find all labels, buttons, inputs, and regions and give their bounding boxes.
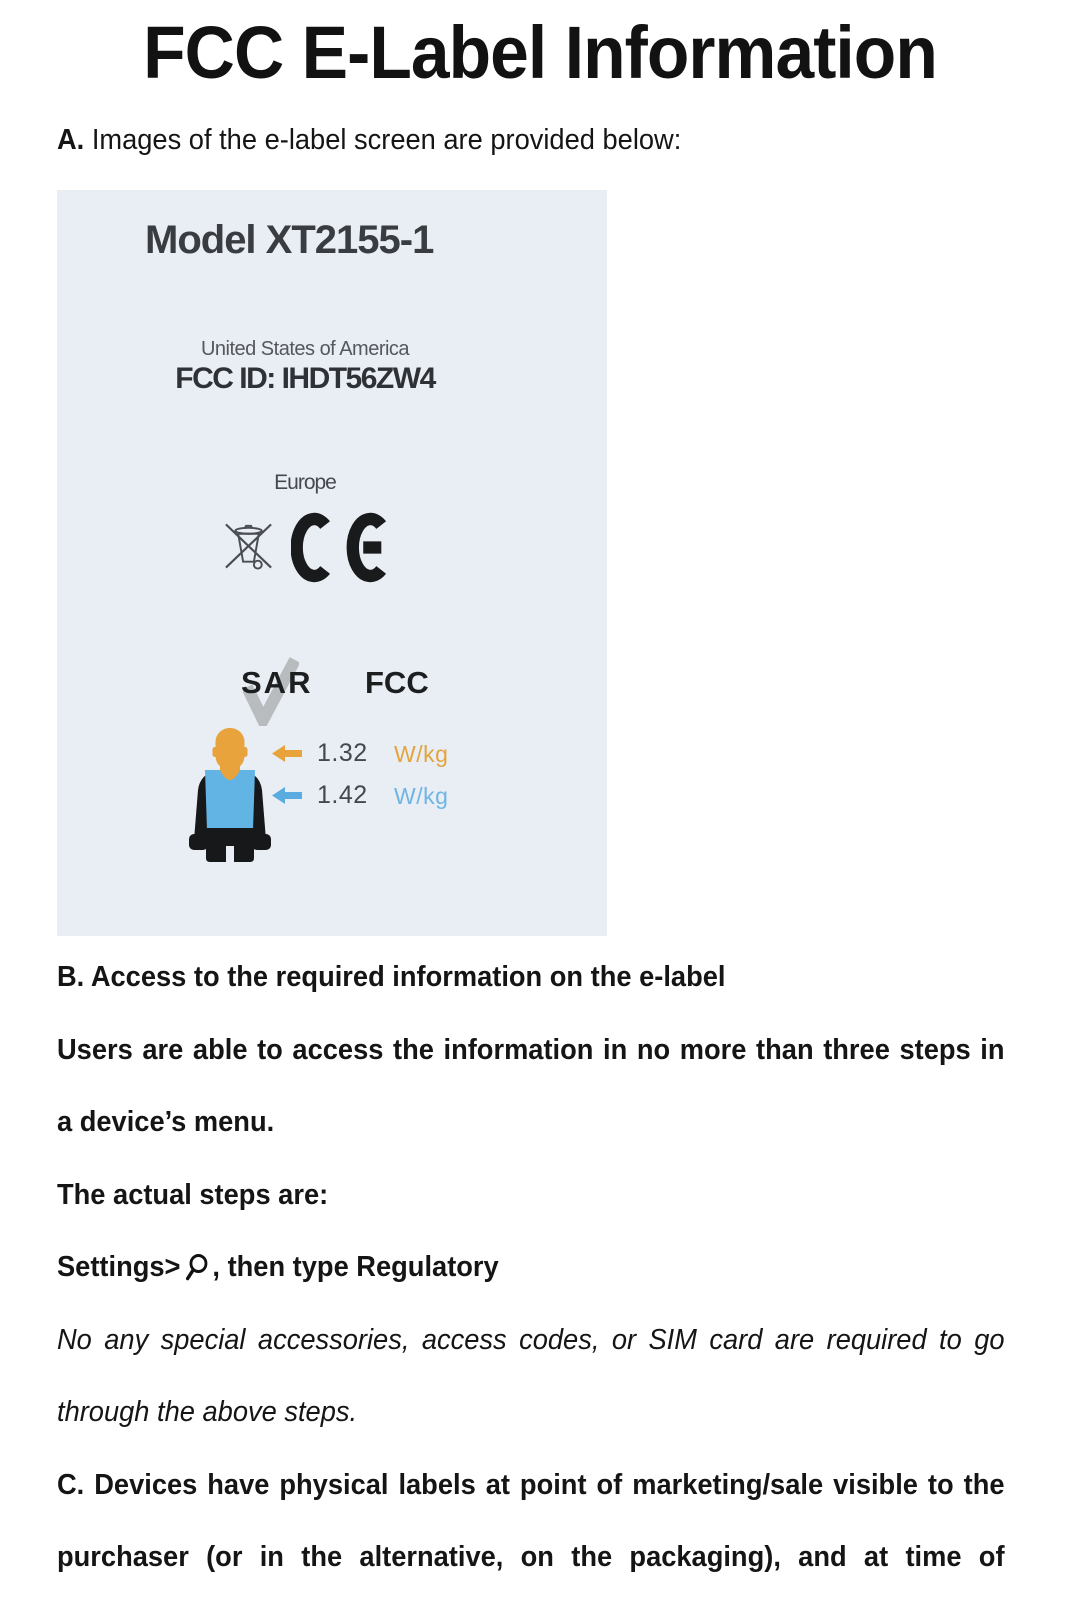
elabel-screenshot-panel xyxy=(57,190,607,936)
section-c-line1: C. Devices have physical labels at point of marketing/sale visible to the xyxy=(57,1469,1005,1501)
weee-crossed-bin-icon xyxy=(222,518,275,572)
steps-suffix: , then type Regulatory xyxy=(212,1251,499,1283)
region-eu-label: Europe xyxy=(274,471,336,494)
fcc-label: FCC xyxy=(365,665,429,700)
sar-body-unit: W/kg xyxy=(394,783,449,809)
model-label: Model XT2155-1 xyxy=(145,218,434,262)
section-b-text-line2: a device’s menu. xyxy=(57,1106,275,1138)
section-a-label: A. xyxy=(57,124,85,156)
steps-line xyxy=(57,1250,1005,1284)
note-line1: No any special accessories, access codes, or SIM card are required to go xyxy=(57,1324,1005,1356)
sar-head-arrow-icon xyxy=(272,745,302,762)
section-b-text-line1: Users are able to access the information in no more than three steps in xyxy=(57,1034,1005,1066)
section-a-text: Images of the e-label screen are provided below: xyxy=(84,124,682,156)
fcc-id-label: FCC ID: IHDT56ZW4 xyxy=(175,362,435,395)
section-b-heading: B. Access to the required information on the e-label xyxy=(57,961,726,993)
sar-head-unit: W/kg xyxy=(394,741,449,767)
note-line2: through the above steps. xyxy=(57,1396,358,1428)
person-icon xyxy=(185,728,275,863)
sar-label: SAR xyxy=(241,665,313,700)
section-a-line xyxy=(57,123,1005,157)
steps-heading: The actual steps are: xyxy=(57,1179,329,1211)
ce-mark-icon xyxy=(291,511,387,584)
sar-body-value: 1.42 xyxy=(317,781,368,809)
search-icon xyxy=(184,1253,210,1283)
sar-body-arrow-icon xyxy=(272,787,302,804)
steps-prefix: Settings> xyxy=(57,1251,181,1283)
page-title: FCC E-Label Information xyxy=(143,11,937,94)
region-us-label: United States of America xyxy=(200,338,410,360)
sar-head-value: 1.32 xyxy=(317,739,368,767)
section-c-line2: purchaser (or in the alternative, on the packaging), and at time of xyxy=(57,1541,1005,1573)
